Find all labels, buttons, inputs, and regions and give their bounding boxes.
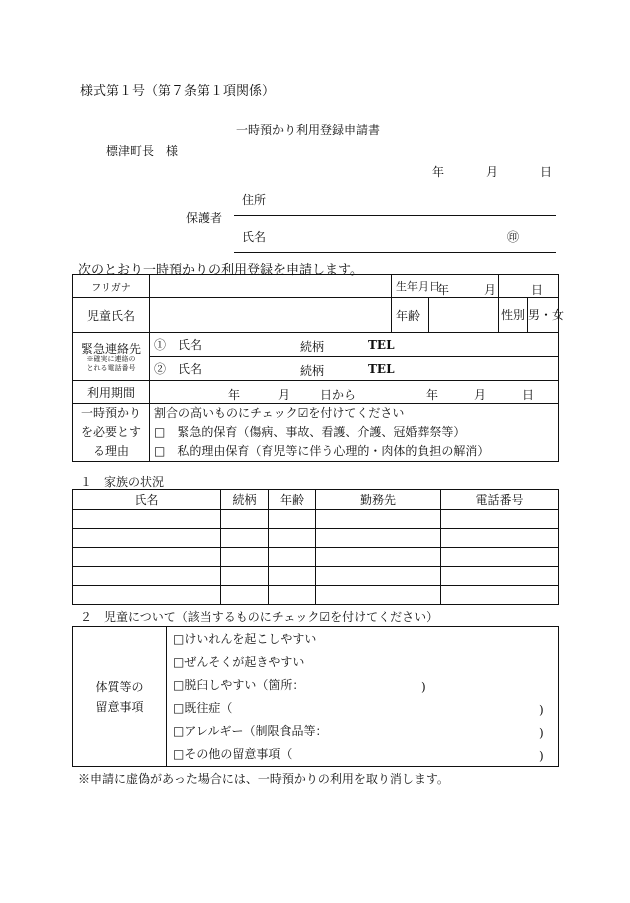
period-from: 日から: [320, 388, 357, 402]
emergency-note-2: とれる電話番号: [86, 363, 136, 372]
child-name-label: 児童氏名: [73, 298, 150, 333]
contact-1-name-label: ① 氏名: [154, 338, 203, 352]
addressee: 標津町長 様: [106, 144, 179, 158]
period-month-2: 月: [474, 388, 487, 402]
footer-note: ※申請に虚偽があった場合には、一時預かりの利用を取り消します。: [78, 772, 449, 786]
note-dislocation[interactable]: □脱臼しやすい（箇所：: [173, 677, 305, 692]
contact-1-relation-label: 続柄: [300, 340, 325, 354]
contact-2-name-label: ② 氏名: [154, 362, 203, 376]
form-number: 様式第１号（第７条第１項関係）: [80, 84, 276, 99]
family-col-workplace: 勤務先: [316, 490, 441, 510]
age-label: 年齢: [392, 298, 429, 333]
notes-label-1: 体質等の: [95, 679, 144, 694]
family-col-name: 氏名: [73, 490, 221, 510]
birth-day-label: 日: [531, 283, 544, 297]
guardian-address-line: [234, 215, 556, 216]
allergy-close-paren: ): [539, 726, 544, 740]
note-other[interactable]: □その他の留意事項（: [173, 746, 293, 761]
reason-label-2: を必要とす: [80, 425, 141, 439]
table-row[interactable]: [73, 586, 559, 605]
furigana-label: フリガナ: [73, 275, 150, 298]
intro-text: 次のとおり一時預かりの利用登録を申請します。: [78, 263, 363, 278]
section1-heading: １ 家族の状況: [80, 475, 165, 489]
contact-2-relation-label: 続柄: [300, 364, 325, 378]
emergency-label: 緊急連絡先: [80, 341, 141, 356]
guardian-name-line: [234, 252, 556, 253]
birth-year-label: 年: [437, 283, 450, 297]
period-label: 利用期間: [73, 381, 150, 404]
period-field[interactable]: [150, 381, 559, 404]
emergency-note-1: ※確実に連絡の: [86, 354, 136, 363]
note-asthma[interactable]: □ぜんそくが起きやすい: [173, 654, 305, 669]
table-row[interactable]: [73, 510, 559, 529]
date-year-label: 年: [432, 165, 445, 179]
furigana-field[interactable]: [150, 275, 392, 298]
note-history[interactable]: □既往症（: [173, 700, 233, 715]
history-close-paren: ): [539, 703, 544, 717]
table-row[interactable]: [73, 567, 559, 586]
table-row[interactable]: [73, 529, 559, 548]
table-row[interactable]: [73, 548, 559, 567]
date-day-label: 日: [540, 165, 553, 179]
reason-option-emergency[interactable]: □ 緊急的保育（傷病、事故、看護、介護、冠婚葬祭等）: [154, 425, 466, 439]
family-col-phone: 電話番号: [441, 490, 559, 510]
contact-2-row[interactable]: [150, 357, 559, 381]
note-allergy[interactable]: □アレルギー（制限食品等：: [173, 723, 328, 738]
reason-option-private[interactable]: □ 私的理由保育（育児等に伴う心理的・肉体的負担の解消）: [154, 444, 490, 458]
guardian-name-label: 氏名: [242, 230, 267, 244]
guardian-label: 保護者: [186, 211, 223, 225]
child-notes-table: [72, 626, 559, 767]
family-table: [72, 489, 559, 605]
application-table: [72, 274, 565, 462]
contact-1-row[interactable]: [150, 333, 559, 357]
reason-label-3: る理由: [92, 444, 129, 458]
sex-options[interactable]: 男・女: [528, 308, 565, 322]
sex-label: 性別: [499, 298, 528, 332]
other-close-paren: ): [539, 749, 544, 763]
reason-label-1: 一時預かり: [80, 406, 141, 420]
period-year-2: 年: [426, 388, 439, 402]
date-month-label: 月: [486, 165, 499, 179]
dislocation-close-paren: ): [421, 680, 426, 694]
reason-instruction: 割合の高いものにチェック☑を付けてください: [154, 406, 405, 420]
age-field[interactable]: [429, 298, 499, 333]
family-col-age: 年齢: [269, 490, 316, 510]
contact-2-tel-label: TEL: [368, 362, 395, 376]
contact-1-tel-label: TEL: [368, 338, 395, 352]
guardian-address-label: 住所: [242, 193, 267, 207]
notes-label-2: 留意事項: [95, 699, 144, 714]
birthdate-label: 生年月日: [396, 280, 440, 293]
child-name-field[interactable]: [150, 298, 392, 333]
section2-heading: ２ 児童について（該当するものにチェック☑を付けてください）: [80, 610, 439, 624]
family-col-relation: 続柄: [221, 490, 269, 510]
page-title: 一時預かり利用登録申請書: [236, 123, 381, 137]
birth-month-label: 月: [484, 283, 497, 297]
period-year-1: 年: [228, 388, 241, 402]
period-month-1: 月: [278, 388, 291, 402]
note-convulsion[interactable]: □けいれんを起こしやすい: [173, 631, 317, 646]
seal-mark: ㊞: [507, 230, 520, 244]
period-day-2: 日: [522, 388, 535, 402]
